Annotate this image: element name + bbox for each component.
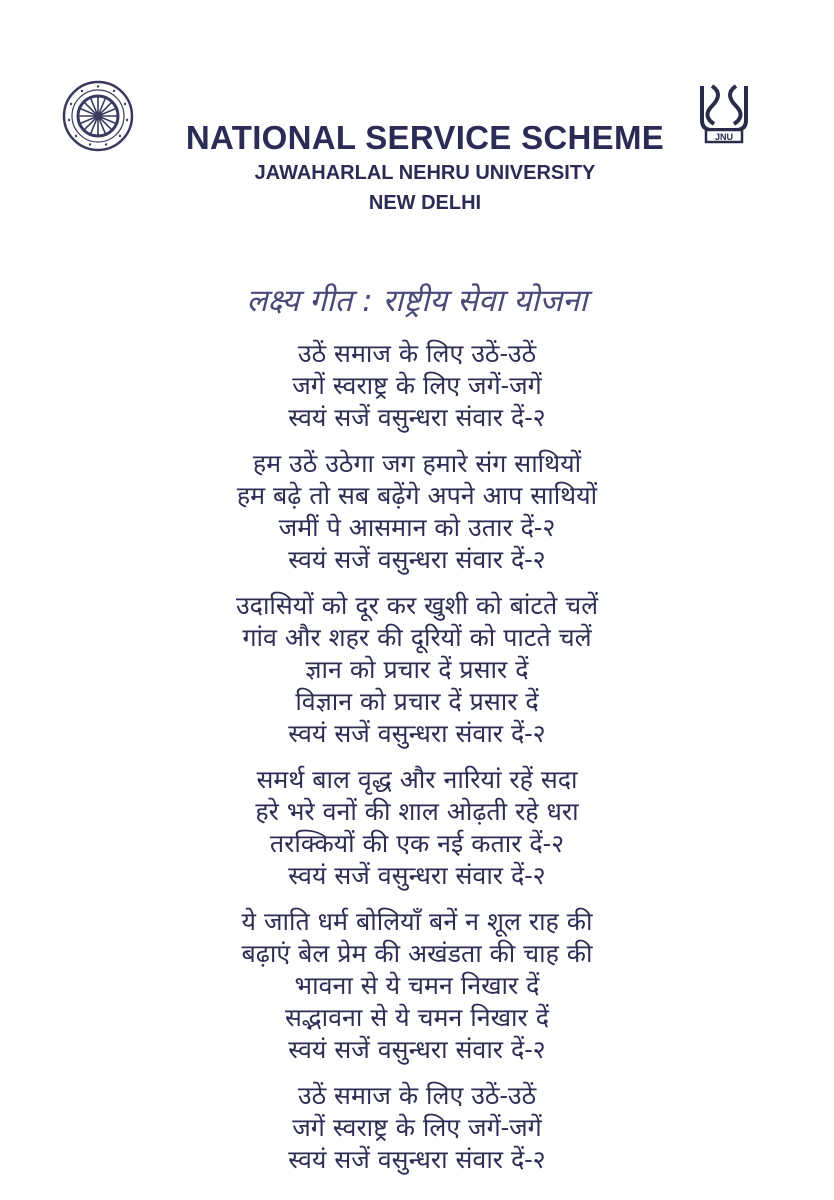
stanza <box>40 338 794 434</box>
nss-emblem-icon <box>62 80 134 152</box>
stanza <box>40 1080 794 1176</box>
lyric-line: उठें समाज के लिए उठें-उठें <box>297 339 537 368</box>
song-lyrics <box>40 338 794 1190</box>
lyric-line: हम उठें उठेगा जग हमारे संग साथियों <box>252 449 582 478</box>
lyric-line: तरक्कियों की एक नई कतार दें-२ <box>269 829 565 858</box>
lyric-line: स्वयं सजें वसुन्धरा संवार दें-२ <box>288 545 546 574</box>
city-name: NEW DELHI <box>368 192 482 214</box>
lyric-line: हरे भरे वनों की शाल ओढ़ती रहे धरा <box>255 797 579 826</box>
lyric-line: समर्थ बाल वृद्ध और नारियां रहें सदा <box>256 765 578 794</box>
lyric-line: जगें स्वराष्ट्र के लिए जगें-जगें <box>292 371 542 400</box>
lyric-line: भावना से ये चमन निखार दें <box>294 971 540 1000</box>
lyric-line: स्वयं सजें वसुन्धरा संवार दें-२ <box>288 719 546 748</box>
lyric-line: गांव और शहर की दूरियों को पाटते चलें <box>242 623 592 652</box>
song-title: लक्ष्य गीत : राष्ट्रीय सेवा योजना <box>246 283 588 319</box>
organization-title: NATIONAL SERVICE SCHEME <box>185 119 665 156</box>
lyric-line: बढ़ाएं बेल प्रेम की अखंडता की चाह की <box>241 939 593 968</box>
university-name: JAWAHARLAL NEHRU UNIVERSITY <box>254 162 596 184</box>
lyric-line: स्वयं सजें वसुन्धरा संवार दें-२ <box>288 1145 546 1174</box>
lyric-line: स्वयं सजें वसुन्धरा संवार दें-२ <box>288 1035 546 1064</box>
lyric-line: स्वयं सजें वसुन्धरा संवार दें-२ <box>288 403 546 432</box>
stanza <box>40 764 794 892</box>
lyric-line: सद्भावना से ये चमन निखार दें <box>285 1003 549 1032</box>
lyric-line: ये जाति धर्म बोलियाँ बनें न शूल राह की <box>241 907 593 936</box>
jnu-emblem-icon <box>694 80 754 144</box>
lyric-line: हम बढ़े तो सब बढ़ेंगे अपने आप साथियों <box>236 481 598 510</box>
lyric-line: उदासियों को दूर कर खुशी को बांटते चलें <box>235 591 599 620</box>
lyric-line: ज्ञान को प्रचार दें प्रसार दें <box>305 655 529 684</box>
stanza <box>40 906 794 1066</box>
lyric-line: उठें समाज के लिए उठें-उठें <box>297 1081 537 1110</box>
stanza <box>40 590 794 750</box>
lyric-line: जमीं पे आसमान को उतार दें-२ <box>278 513 556 542</box>
lyric-line: स्वयं सजें वसुन्धरा संवार दें-२ <box>288 861 546 890</box>
lyric-line: विज्ञान को प्रचार दें प्रसार दें <box>295 687 539 716</box>
letterhead <box>150 118 700 218</box>
lyric-line: जगें स्वराष्ट्र के लिए जगें-जगें <box>292 1113 542 1142</box>
jnu-logo-text: JNU <box>714 132 734 142</box>
stanza <box>40 448 794 576</box>
